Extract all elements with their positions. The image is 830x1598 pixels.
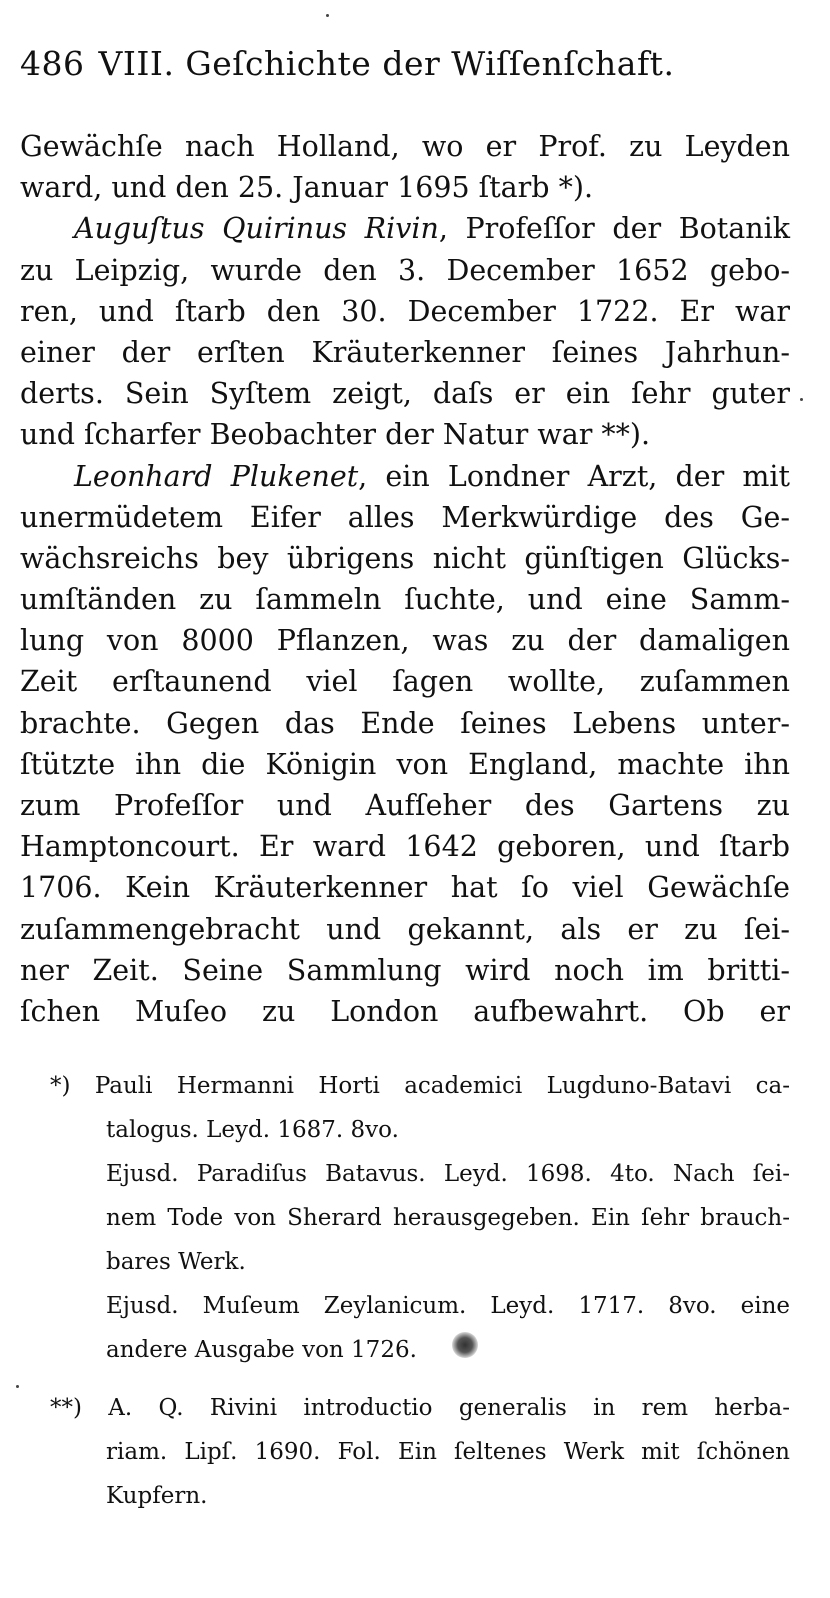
footnote-line: andere Ausgabe von 1726. [106, 1337, 417, 1363]
text-line: brachte. Gegen das Ende ſeines Lebens unter- [20, 706, 790, 740]
footnote-line: talogus. Leyd. 1687. 8vo. [106, 1117, 399, 1143]
text-line: Hamptoncourt. Er ward 1642 geboren, und ſtarb [20, 830, 790, 864]
footnote-line: Ejusd. Muſeum Zeylanicum. Leyd. 1717. 8vo. eine [106, 1293, 790, 1319]
paper-speck [800, 398, 803, 401]
footnote-line: riam. Lipſ. 1690. Fol. Ein ſeltenes Werk mit ſchönen [106, 1439, 790, 1465]
text-line: lung von 8000 Pflanzen, was zu der damaligen [20, 624, 790, 658]
text-line: ſtützte ihn die Königin von England, machte ihn [20, 747, 790, 781]
text-line: umſtänden zu ſammeln ſuchte, und eine Samm- [20, 583, 790, 617]
footnote-line: nem Tode von Sherard herausgegeben. Ein ſehr brauch- [106, 1205, 790, 1231]
text-fragment: , Profeſſor der Botanik [438, 212, 790, 246]
text-line: zum Profeſſor und Aufſeher des Gartens zu [20, 789, 790, 822]
text-line: ward, und den 25. Januar 1695 ſtarb *). [20, 171, 594, 205]
footnote-gap [20, 1372, 790, 1386]
text-line: zuſammengebracht und gekannt, als er zu ſei- [20, 912, 790, 946]
text-fragment: , ein Londner Arzt, der mit [358, 459, 790, 493]
running-title: VIII. Geſchichte der Wiſſenſchaft. [98, 44, 675, 83]
text-line [20, 208, 790, 249]
footnote-line: Kupfern. [106, 1483, 208, 1509]
page-header [20, 44, 800, 83]
text-line: ner Zeit. Seine Sammlung wird noch im britti- [20, 953, 790, 987]
text-line: 1706. Kein Kräuterkenner hat ſo viel Gewächſe [20, 871, 790, 905]
person-name: Leonhard Plukenet [74, 459, 359, 493]
text-line: ſchen Muſeo zu London aufbewahrt. Ob er [20, 994, 790, 1028]
footnote-line: *) Pauli Hermanni Horti academici Lugduno-Batavi ca- [50, 1073, 790, 1099]
text-line [20, 456, 790, 497]
text-line: einer der erſten Kräuterkenner ſeines Jahrhun- [20, 335, 790, 369]
footnote-line: **) A. Q. Rivini introductio generalis in rem herba- [50, 1395, 790, 1421]
person-name: Auguſtus Quirinus Rivin [74, 212, 439, 246]
ink-blot [452, 1332, 478, 1358]
text-line: ren, und ſtarb den 30. December 1722. Er war [20, 294, 790, 328]
text-line: unermüdetem Eifer alles Merkwürdige des Ge- [20, 500, 790, 534]
text-line: wächsreichs bey übrigens nicht günſtigen Glücks- [20, 541, 790, 575]
text-line: Zeit erſtaunend viel ſagen wollte, zuſammen [20, 665, 790, 699]
paper-speck [326, 14, 329, 17]
main-text [20, 126, 790, 1032]
text-line: Gewächſe nach Holland, wo er Prof. zu Leyden [20, 130, 790, 163]
footnotes [20, 1064, 790, 1518]
paper-speck [16, 1385, 19, 1388]
text-line: und ſcharfer Beobachter der Natur war **). [20, 418, 651, 452]
footnote-line: Ejusd. Paradiſus Batavus. Leyd. 1698. 4to. Nach ſei- [106, 1161, 790, 1187]
footnote-line: bares Werk. [106, 1249, 246, 1275]
page-number: 486 [20, 44, 85, 83]
text-line: derts. Sein Syſtem zeigt, daſs er ein ſehr guter [20, 377, 790, 411]
text-line: zu Leipzig, wurde den 3. December 1652 gebo- [20, 253, 790, 287]
